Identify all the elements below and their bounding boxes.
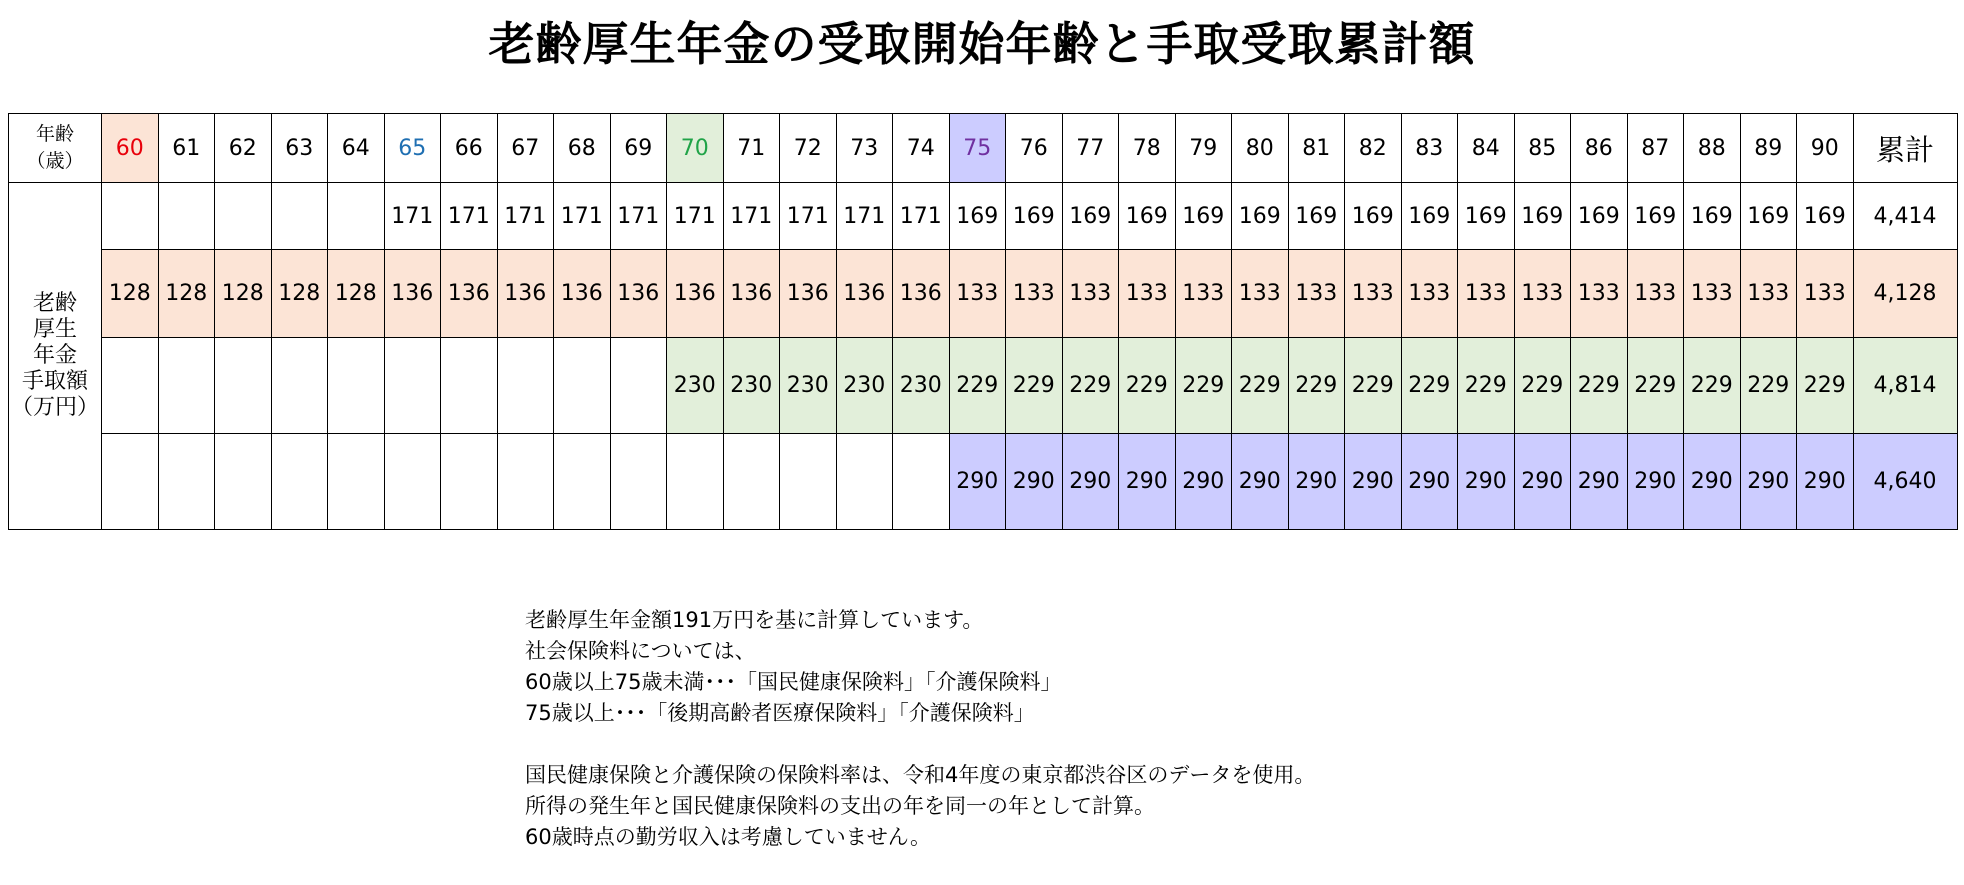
amount-cell: 169 (1062, 183, 1119, 250)
age-header-cell: 64 (328, 114, 385, 183)
amount-cell: 133 (1797, 250, 1854, 338)
age-header-cell: 67 (497, 114, 554, 183)
amount-cell: 230 (836, 338, 893, 434)
amount-cell (271, 434, 328, 530)
amount-cell: 133 (1006, 250, 1063, 338)
note-line: 60歳時点の勤労収入は考慮していません。 (525, 825, 931, 849)
amount-cell: 230 (723, 338, 780, 434)
amount-cell: 133 (1684, 250, 1741, 338)
age-header-cell: 83 (1401, 114, 1458, 183)
amount-cell: 133 (1627, 250, 1684, 338)
amount-cell: 133 (1232, 250, 1289, 338)
amount-cell: 229 (1062, 338, 1119, 434)
amount-cell (893, 434, 950, 530)
note-line: 国民健康保険と介護保険の保険料率は、令和4年度の東京都渋谷区のデータを使用。 (525, 763, 1316, 787)
age-header-line: 年齢 (35, 123, 74, 145)
amount-cell: 133 (1175, 250, 1232, 338)
amount-cell: 169 (1345, 183, 1402, 250)
amount-cell: 169 (1288, 183, 1345, 250)
amount-cell: 136 (497, 250, 554, 338)
amount-cell: 290 (1288, 434, 1345, 530)
age-header-cell: 61 (158, 114, 215, 183)
amount-cell (215, 338, 272, 434)
age-header-cell: 69 (610, 114, 667, 183)
amount-cell (102, 434, 159, 530)
amount-cell: 171 (723, 183, 780, 250)
total-header-cell: 累計 (1853, 114, 1957, 183)
side-label-line: （万円） (10, 395, 99, 420)
amount-cell: 169 (1740, 183, 1797, 250)
age-header-cell: 77 (1062, 114, 1119, 183)
amount-cell: 169 (1684, 183, 1741, 250)
amount-cell: 290 (1232, 434, 1289, 530)
amount-cell: 290 (1401, 434, 1458, 530)
age-header-cell: 70 (667, 114, 724, 183)
amount-cell: 229 (1740, 338, 1797, 434)
amount-cell (497, 338, 554, 434)
amount-cell: 229 (1627, 338, 1684, 434)
amount-cell: 171 (780, 183, 837, 250)
amount-cell: 171 (836, 183, 893, 250)
amount-cell (215, 183, 272, 250)
amount-cell: 230 (893, 338, 950, 434)
amount-cell: 136 (610, 250, 667, 338)
amount-cell: 171 (497, 183, 554, 250)
age-header-cell: 82 (1345, 114, 1402, 183)
amount-cell: 290 (1119, 434, 1176, 530)
amount-cell: 128 (271, 250, 328, 338)
amount-cell: 290 (1684, 434, 1741, 530)
amount-cell: 171 (667, 183, 724, 250)
age-header-cell: 63 (271, 114, 328, 183)
amount-cell: 290 (1006, 434, 1063, 530)
amount-cell: 290 (949, 434, 1006, 530)
amount-cell: 290 (1571, 434, 1628, 530)
amount-cell: 133 (949, 250, 1006, 338)
amount-cell: 133 (1288, 250, 1345, 338)
amount-cell (102, 338, 159, 434)
age-header-cell: 66 (441, 114, 498, 183)
side-label-line: 老齢 (32, 291, 77, 316)
amount-cell: 128 (215, 250, 272, 338)
amount-cell: 133 (1458, 250, 1515, 338)
amount-cell (158, 183, 215, 250)
amount-cell: 171 (893, 183, 950, 250)
amount-cell: 290 (1797, 434, 1854, 530)
amount-cell (215, 434, 272, 530)
note-line: 社会保険料については、 (525, 639, 756, 663)
side-label-line: 年金 (32, 343, 77, 368)
amount-cell: 229 (1006, 338, 1063, 434)
amount-cell: 290 (1175, 434, 1232, 530)
age-header-row (9, 114, 1958, 183)
amount-cell: 230 (780, 338, 837, 434)
amount-cell (441, 338, 498, 434)
side-label-line: 厚生 (32, 317, 77, 342)
amount-cell: 128 (328, 250, 385, 338)
amount-cell: 229 (949, 338, 1006, 434)
amount-cell: 229 (1458, 338, 1515, 434)
note-line (525, 729, 1315, 760)
amount-cell (554, 338, 611, 434)
total-cell: 4,814 (1853, 338, 1957, 434)
amount-cell: 169 (1119, 183, 1176, 250)
amount-cell (328, 434, 385, 530)
amount-cell (667, 434, 724, 530)
amount-cell: 133 (1345, 250, 1402, 338)
amount-cell: 229 (1232, 338, 1289, 434)
side-label (9, 183, 102, 530)
age-header-cell: 79 (1175, 114, 1232, 183)
amount-cell: 229 (1571, 338, 1628, 434)
amount-cell (723, 434, 780, 530)
amount-cell: 290 (1627, 434, 1684, 530)
pension-row-start-75 (9, 434, 1958, 530)
pension-row-start-65 (9, 183, 1958, 250)
age-header-cell: 76 (1006, 114, 1063, 183)
age-header-cell: 88 (1684, 114, 1741, 183)
amount-cell: 133 (1401, 250, 1458, 338)
amount-cell (271, 183, 328, 250)
amount-cell: 169 (1175, 183, 1232, 250)
amount-cell: 133 (1571, 250, 1628, 338)
amount-cell: 169 (1006, 183, 1063, 250)
amount-cell: 229 (1345, 338, 1402, 434)
age-header-cell: 60 (102, 114, 159, 183)
amount-cell (441, 434, 498, 530)
amount-cell (554, 434, 611, 530)
amount-cell: 171 (610, 183, 667, 250)
amount-cell (384, 338, 441, 434)
amount-cell: 136 (836, 250, 893, 338)
amount-cell (497, 434, 554, 530)
amount-cell: 136 (554, 250, 611, 338)
amount-cell (384, 434, 441, 530)
amount-cell: 229 (1401, 338, 1458, 434)
amount-cell: 229 (1514, 338, 1571, 434)
total-cell: 4,414 (1853, 183, 1957, 250)
age-header-cell: 80 (1232, 114, 1289, 183)
amount-cell (836, 434, 893, 530)
amount-cell (102, 183, 159, 250)
note-line: 所得の発生年と国民健康保険料の支出の年を同一の年として計算。 (525, 794, 1155, 818)
amount-cell: 290 (1062, 434, 1119, 530)
amount-cell: 136 (441, 250, 498, 338)
total-cell: 4,128 (1853, 250, 1957, 338)
pension-table (8, 113, 1958, 530)
amount-cell: 290 (1740, 434, 1797, 530)
age-header-cell: 90 (1797, 114, 1854, 183)
amount-cell: 290 (1458, 434, 1515, 530)
amount-cell: 229 (1175, 338, 1232, 434)
amount-cell: 133 (1514, 250, 1571, 338)
age-header-cell: 62 (215, 114, 272, 183)
amount-cell: 171 (384, 183, 441, 250)
age-header-unit: （歳） (26, 150, 84, 172)
age-header-cell: 73 (836, 114, 893, 183)
amount-cell: 133 (1740, 250, 1797, 338)
age-header-cell: 68 (554, 114, 611, 183)
amount-cell: 230 (667, 338, 724, 434)
total-cell: 4,640 (1853, 434, 1957, 530)
amount-cell (271, 338, 328, 434)
amount-cell: 128 (158, 250, 215, 338)
age-header-cell: 72 (780, 114, 837, 183)
age-header-cell: 74 (893, 114, 950, 183)
page-title: 老齢厚生年金の受取開始年齢と手取受取累計額 (488, 17, 1476, 71)
age-header-cell: 85 (1514, 114, 1571, 183)
amount-cell: 229 (1684, 338, 1741, 434)
amount-cell: 136 (723, 250, 780, 338)
amount-cell: 169 (1571, 183, 1628, 250)
amount-cell: 171 (441, 183, 498, 250)
note-line: 75歳以上･･･「後期高齢者医療保険料」「介護保険料」 (525, 701, 1035, 725)
amount-cell (610, 434, 667, 530)
amount-cell: 136 (893, 250, 950, 338)
age-header-cell: 81 (1288, 114, 1345, 183)
amount-cell: 229 (1119, 338, 1176, 434)
amount-cell: 136 (384, 250, 441, 338)
amount-cell (610, 338, 667, 434)
amount-cell: 169 (1232, 183, 1289, 250)
age-header-cell: 65 (384, 114, 441, 183)
amount-cell: 229 (1797, 338, 1854, 434)
amount-cell: 169 (949, 183, 1006, 250)
amount-cell: 136 (667, 250, 724, 338)
amount-cell (158, 434, 215, 530)
age-header-cell: 86 (1571, 114, 1628, 183)
age-header-cell: 71 (723, 114, 780, 183)
age-header-cell: 78 (1119, 114, 1176, 183)
age-header-cell: 75 (949, 114, 1006, 183)
amount-cell: 133 (1062, 250, 1119, 338)
amount-cell: 171 (554, 183, 611, 250)
pension-row-start-70 (9, 338, 1958, 434)
amount-cell: 128 (102, 250, 159, 338)
calculation-notes (525, 605, 1315, 853)
amount-cell: 229 (1288, 338, 1345, 434)
amount-cell: 169 (1458, 183, 1515, 250)
age-header-label (9, 114, 102, 183)
pension-row-start-60 (9, 250, 1958, 338)
amount-cell: 290 (1345, 434, 1402, 530)
age-header-cell: 84 (1458, 114, 1515, 183)
amount-cell: 290 (1514, 434, 1571, 530)
amount-cell: 169 (1401, 183, 1458, 250)
amount-cell: 136 (780, 250, 837, 338)
amount-cell: 169 (1797, 183, 1854, 250)
amount-cell: 169 (1514, 183, 1571, 250)
amount-cell (158, 338, 215, 434)
side-label-line: 手取額 (21, 369, 88, 394)
amount-cell (780, 434, 837, 530)
note-line: 老齢厚生年金額191万円を基に計算しています。 (525, 608, 984, 632)
age-header-cell: 87 (1627, 114, 1684, 183)
age-header-cell: 89 (1740, 114, 1797, 183)
amount-cell (328, 338, 385, 434)
note-line: 60歳以上75歳未満･･･「国民健康保険料」「介護保険料」 (525, 670, 1062, 694)
amount-cell: 169 (1627, 183, 1684, 250)
amount-cell (328, 183, 385, 250)
amount-cell: 133 (1119, 250, 1176, 338)
